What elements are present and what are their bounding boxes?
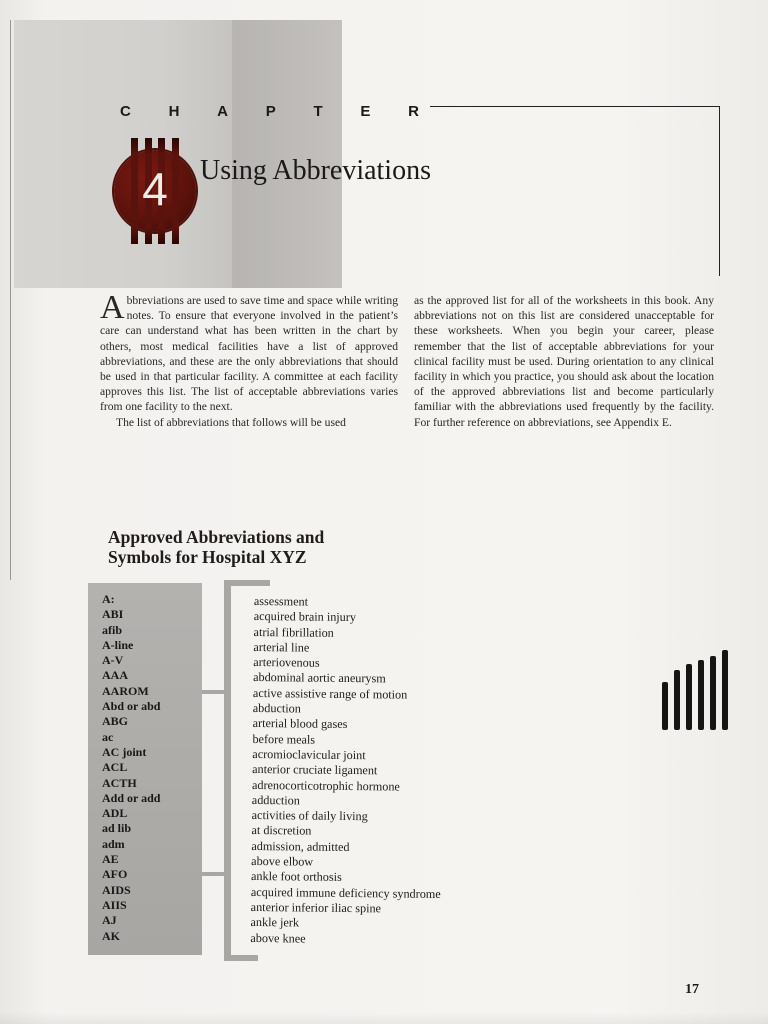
definition-item: abduction: [252, 701, 301, 716]
header-panel-shade: [232, 20, 342, 288]
definition-item: activities of daily living: [251, 808, 368, 824]
definition-item: admission, admitted: [251, 838, 350, 854]
abbreviation-item: Abd or abd: [102, 699, 161, 714]
abbreviation-item: ACTH: [102, 775, 137, 790]
list-heading-line: Symbols for Hospital XYZ: [108, 547, 307, 567]
definition-item: arteriovenous: [253, 655, 320, 670]
list-heading: [108, 527, 428, 567]
abbreviation-item: AC joint: [102, 744, 147, 759]
chapter-number: 4: [142, 163, 168, 215]
definition-item: ankle foot orthosis: [250, 869, 342, 885]
definition-item: adrenocorticotrophic hormone: [251, 777, 400, 794]
intro-column-left: [100, 289, 398, 430]
abbreviation-item: Add or add: [102, 790, 161, 805]
abbreviation-item: ACL: [102, 760, 128, 775]
abbreviation-item: AE: [102, 852, 119, 867]
chapter-letter: E: [360, 103, 372, 120]
chapter-letter: C: [120, 103, 132, 120]
abbreviation-item: AIIS: [102, 897, 127, 912]
chapter-letter: R: [408, 103, 420, 120]
abbreviation-item: ABI: [102, 607, 124, 622]
definition-item: acromioclavicular joint: [252, 746, 366, 763]
ink-smudge: [662, 650, 762, 730]
abbreviation-item: AFO: [102, 867, 128, 882]
definition-item: ankle jerk: [250, 915, 300, 930]
definition-item: acquired brain injury: [253, 609, 357, 625]
bracket-connector: [202, 690, 226, 694]
chapter-title: Using Abbreviations: [200, 155, 431, 186]
page-bottom-shadow: [0, 1012, 768, 1024]
definition-item: arterial blood gases: [252, 716, 348, 732]
definition-item: arterial line: [253, 639, 310, 655]
definition-item: adduction: [251, 792, 300, 808]
drop-cap: A: [100, 289, 125, 326]
definition-item: before meals: [252, 731, 316, 747]
intro-text: bbreviations are used to save time and space while writing notes. To ensure that everyone involved in the patient’s care can understand what has been written in the chart by others, most medical facilities have a list of approved abbreviations, and these are the only abbreviations that should be used in that particular facility. A committee at each facility approves this list. The list of acceptable abbreviations varies from one facility to the next.: [100, 294, 398, 414]
definition-item: atrial fibrillation: [253, 624, 334, 640]
chapter-number-badge: [114, 150, 196, 232]
abbreviation-item: AIDS: [102, 882, 131, 897]
definition-list: [250, 594, 554, 949]
abbreviation-item: AK: [102, 928, 120, 943]
intro-column-right: [414, 293, 714, 430]
page-number: 17: [685, 982, 699, 997]
abbreviation-item: ABG: [102, 714, 129, 729]
bracket-bottom: [224, 955, 258, 961]
intro-paragraph: [100, 289, 398, 415]
abbreviation-item: A-V: [102, 653, 124, 668]
definition-item: anterior cruciate ligament: [252, 762, 378, 778]
bracket-connector: [202, 872, 226, 876]
chapter-letter: H: [168, 103, 181, 120]
intro-paragraph: The list of abbreviations that follows will be used: [116, 415, 346, 429]
definition-item: above knee: [250, 930, 306, 946]
definition-item: assessment: [253, 594, 309, 609]
abbreviation-item: AJ: [102, 913, 117, 928]
header-rule-right: [719, 106, 720, 276]
abbreviation-item: ADL: [102, 806, 128, 821]
chapter-letter: A: [217, 103, 229, 120]
chapter-label: [120, 103, 420, 120]
intro-paragraph: as the approved list for all of the worksheets in this book. Any abbreviations not on this list are considered unacceptable for these worksheets. When you begin your career, please remember that the list of acceptable abbreviations for your clinical facility must be used. During orientation to any clinical facility in which you practice, you should ask about the location of the approved abbreviations list and become particularly familiar with the abbreviations used frequently by the facility. For further reference on abbreviations, see Appendix E.: [414, 294, 714, 429]
page-edge-line: [10, 20, 11, 580]
chapter-letter: P: [265, 103, 277, 120]
abbreviation-item: AAROM: [102, 683, 149, 698]
header-rule-top: [430, 106, 720, 107]
abbreviation-list: [102, 592, 198, 944]
definition-item: abdominal aortic aneurysm: [253, 670, 386, 686]
definition-item: active assistive range of motion: [252, 685, 408, 702]
definition-item: above elbow: [251, 854, 314, 869]
abbreviation-item: ac: [102, 729, 114, 744]
list-heading-line: Approved Abbreviations and: [108, 527, 325, 547]
abbreviation-item: ad lib: [102, 821, 132, 836]
chapter-letter: T: [313, 103, 324, 120]
abbreviation-item: A:: [102, 592, 115, 606]
definition-item: at discretion: [251, 823, 312, 839]
abbreviation-item: afib: [102, 622, 123, 637]
abbreviation-item: A-line: [102, 637, 134, 652]
abbreviation-item: AAA: [102, 668, 128, 683]
definition-item: anterior inferior iliac spine: [250, 899, 382, 916]
definition-item: acquired immune deficiency syndrome: [250, 884, 441, 901]
bracket-vertical: [224, 583, 231, 958]
abbreviation-item: adm: [102, 836, 125, 851]
